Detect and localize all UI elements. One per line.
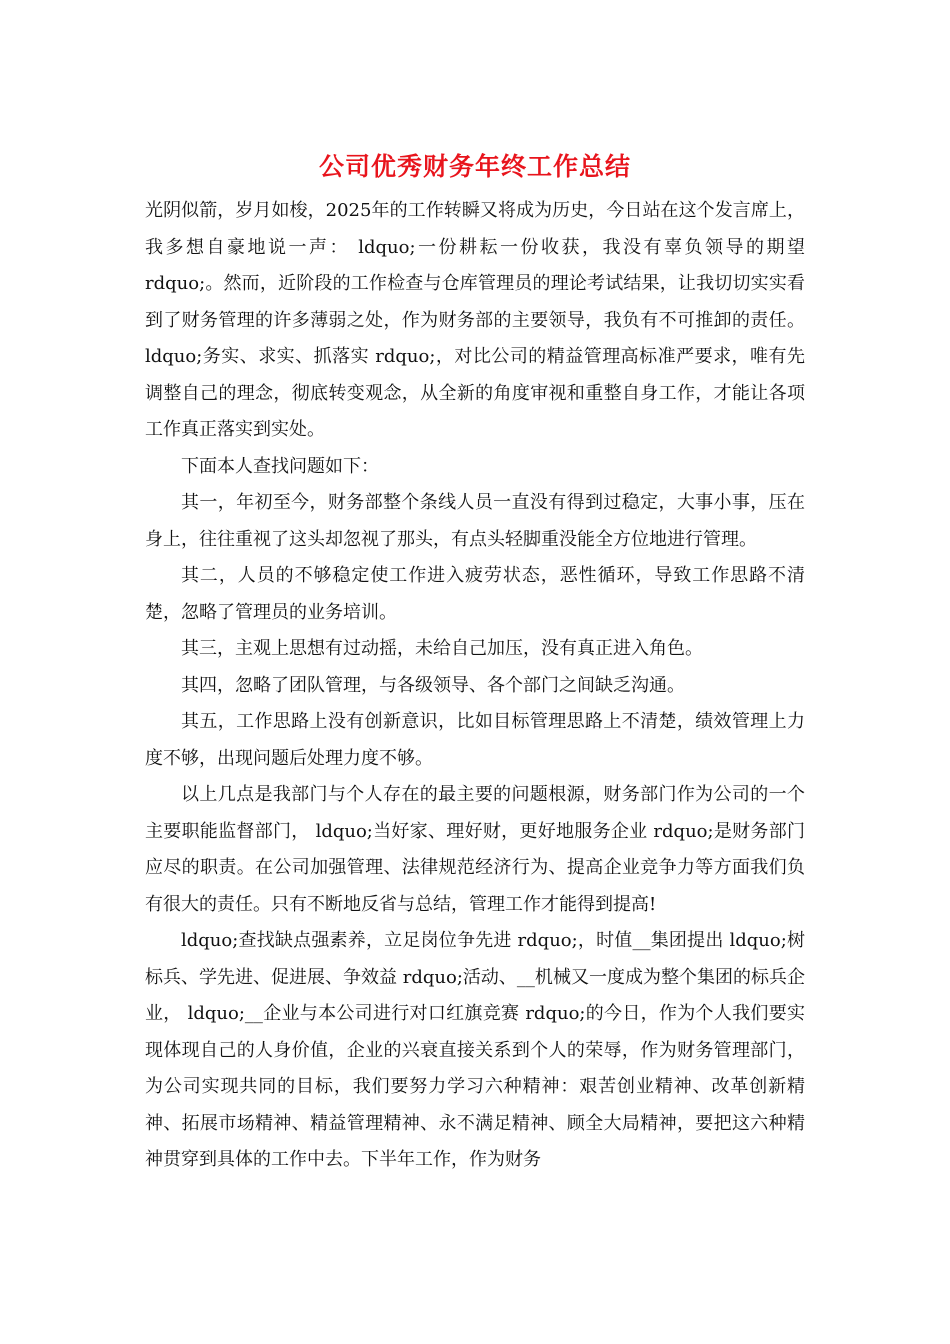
paragraph-problem-4: 其四，忽略了团队管理，与各级领导、各个部门之间缺乏沟通。 xyxy=(181,674,685,696)
paragraph-plan: ldquo;查找缺点强素养，立足岗位争先进 rdquo;，时值__集团提出 ldquo;树标兵、学先进、促进展、争效益 rdquo;活动、__机械又一度成为整个集团的标兵企业， ldquo;__企业与本公司进行对口红旗竞赛 rdquo;的今日，作为个人我们要实现体现自己的人身价值，企业的兴衰直接关系到个人的荣辱，作为财务管理部门，为公司实现共同的目标，我们要努力学习六种精神：艰苦创业精神、改革创新精神、拓展市场精神、精益管理精神、永不满足精神、顾全大局精神，要把这六种精神贯穿到具体的工作中去。下半年工作，作为财务 xyxy=(145,930,805,1170)
paragraph-problem-5: 其五，工作思路上没有创新意识，比如目标管理思路上不清楚，绩效管理上力度不够，出现问题后处理力度不够。 xyxy=(145,711,805,769)
paragraph-problem-3: 其三，主观上思想有过动摇，未给自己加压，没有真正进入角色。 xyxy=(181,638,703,659)
paragraph-summary: 以上几点是我部门与个人存在的最主要的问题根源，财务部门作为公司的一个主要职能监督部门， ldquo;当好家、理好财，更好地服务企业 rdquo;是财务部门应尽的职责。在公司加强管理、法律规范经济行为、提高企业竞争力等方面我们负有很大的责任。只有不断地反省与总结，管理工作才能得到提高! xyxy=(145,784,805,915)
paragraph-intro: 光阴似箭，岁月如梭，2025年的工作转瞬又将成为历史，今日站在这个发言席上，我多想自豪地说一声： ldquo;一份耕耘一份收获，我没有辜负领导的期望 rdquo;。然而，近阶段的工作检查与仓库管理员的理论考试结果，让我切切实实看到了财务管理的许多薄弱之处，作为财务部的主要领导，我负有不可推卸的责任。 ldquo;务实、求实、抓落实 rdquo;，对比公司的精益管理高标准严要求，唯有先调整自己的理念，彻底转变观念，从全新的角度审视和重整自身工作，才能让各项工作真正落实到实处。 xyxy=(145,200,805,440)
document-title: 公司优秀财务年终工作总结 xyxy=(318,152,631,181)
paragraph-problems-heading: 下面本人查找问题如下： xyxy=(181,455,379,477)
paragraph-problem-2: 其二，人员的不够稳定使工作进入疲劳状态，恶性循环，导致工作思路不清楚，忽略了管理员的业务培训。 xyxy=(145,565,805,623)
paragraph-problem-1: 其一，年初至今，财务部整个条线人员一直没有得到过稳定，大事小事，压在身上，往往重视了这头却忽视了那头，有点头轻脚重没能全方位地进行管理。 xyxy=(145,492,805,550)
document-body xyxy=(145,193,805,1179)
